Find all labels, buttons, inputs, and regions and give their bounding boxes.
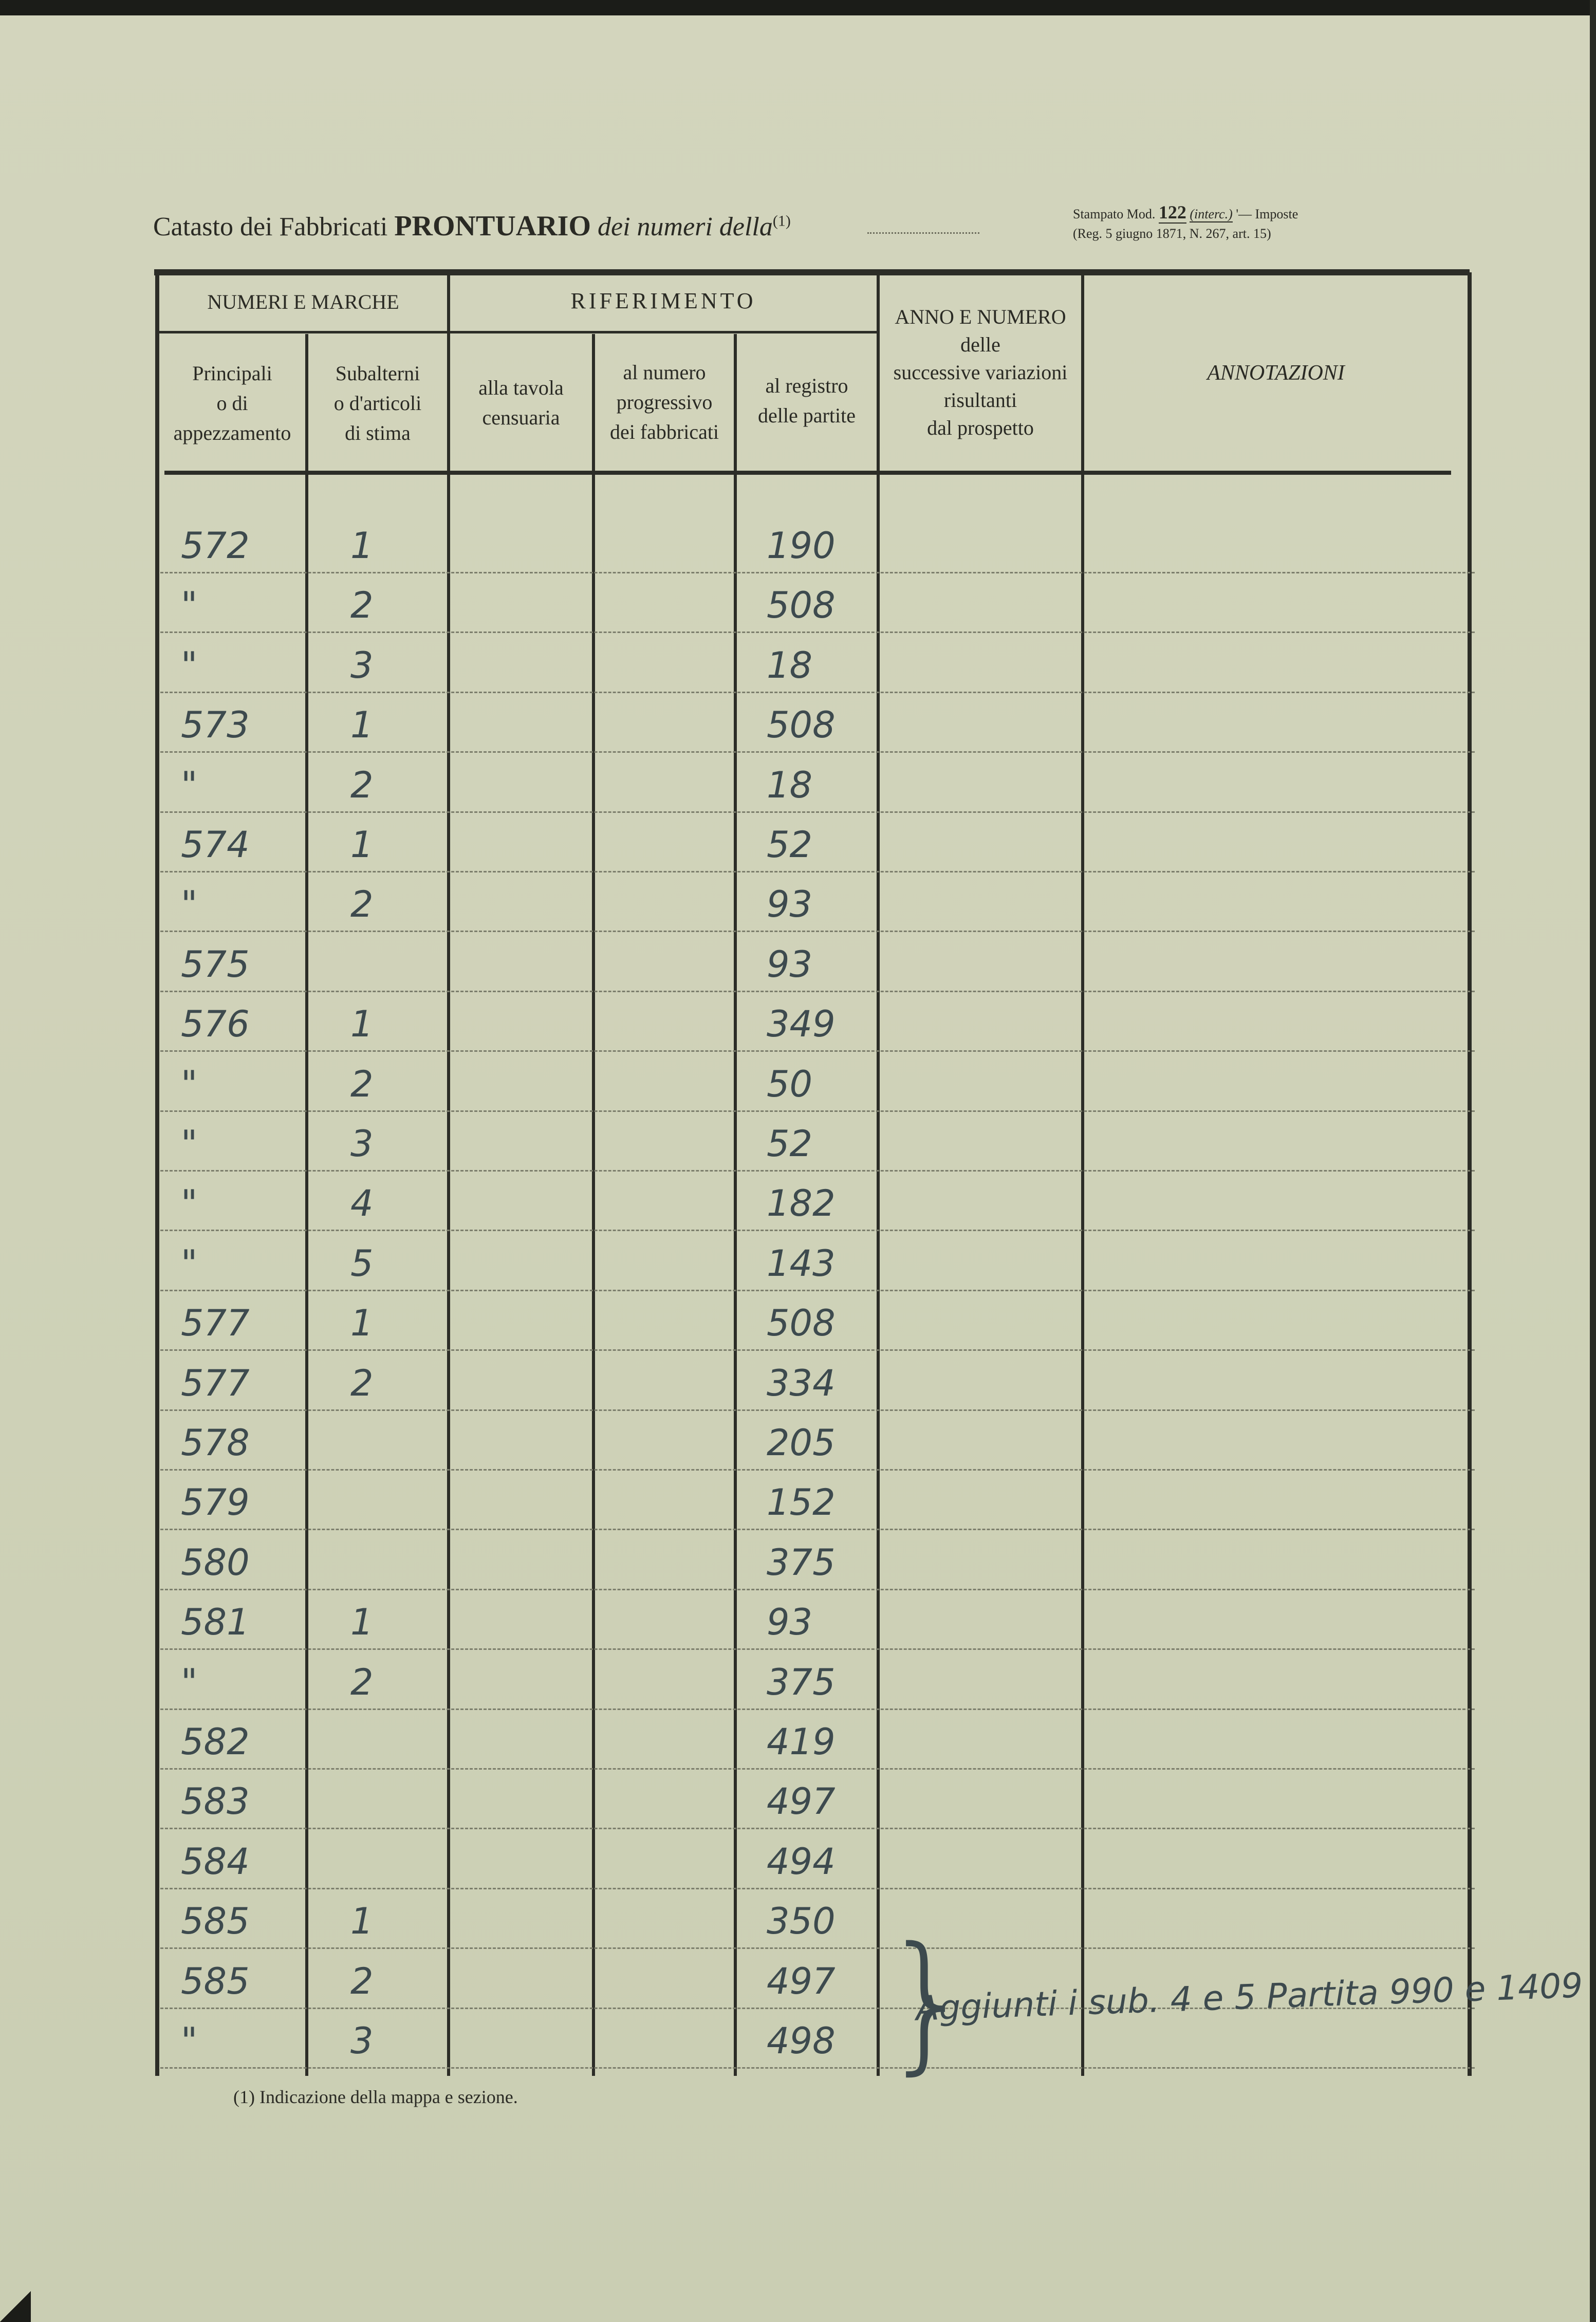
subalterno-cell: 1 — [350, 1302, 374, 1345]
partite-cell: 508 — [767, 704, 836, 747]
principal-cell: 577 — [181, 1362, 250, 1404]
subalterno-cell: 2 — [350, 1063, 374, 1105]
principal-cell: 573 — [181, 704, 250, 747]
partite-cell: 152 — [767, 1481, 836, 1524]
principal-cell: 574 — [181, 824, 250, 866]
header-line: Principali — [192, 362, 272, 385]
subalterno-cell: 1 — [350, 1900, 374, 1943]
principal-cell: 580 — [181, 1541, 250, 1584]
header-line: al registro — [765, 374, 848, 397]
principal-cell: " — [181, 1123, 198, 1165]
header-line: o d'articoli — [333, 392, 422, 415]
table-row — [160, 872, 1475, 932]
table-row — [160, 1770, 1475, 1829]
model-label: Stampato Mod. — [1073, 207, 1156, 221]
partite-cell: 52 — [767, 824, 813, 866]
header-anno-numero — [880, 303, 1081, 442]
partite-cell: 349 — [767, 1003, 836, 1046]
group-numeri-marche: NUMERI E MARCHE — [207, 290, 399, 313]
subalterno-cell: 1 — [350, 824, 374, 866]
footnote: (1) Indicazione della mappa e sezione. — [233, 2087, 518, 2107]
principal-cell: " — [181, 1661, 198, 1703]
table-row — [160, 992, 1475, 1052]
subalterno-cell: 2 — [350, 1362, 374, 1404]
title-prefix: Catasto dei Fabbricati — [153, 212, 388, 242]
table-row — [160, 1232, 1475, 1291]
principal-cell: 572 — [181, 525, 250, 567]
table-row — [160, 753, 1475, 813]
header-registro — [737, 371, 877, 431]
row-rule — [160, 2067, 1475, 2069]
principal-cell: 575 — [181, 943, 250, 986]
header-tavola — [450, 373, 592, 433]
table-row — [160, 933, 1475, 992]
group-underline-numeri — [155, 331, 447, 333]
partite-cell: 52 — [767, 1123, 813, 1165]
partite-cell: 143 — [767, 1242, 836, 1285]
model-imposte: '— Imposte — [1236, 207, 1298, 221]
partite-cell: 182 — [767, 1182, 836, 1225]
partite-cell: 375 — [767, 1661, 836, 1703]
annotation-text: Aggiunti i sub. 4 e 5 Partita 990 e 1409 — [915, 1965, 1584, 2029]
table-row — [160, 1351, 1475, 1411]
partite-cell: 497 — [767, 1780, 836, 1823]
header-line: alla tavola — [478, 376, 564, 399]
table-row — [160, 634, 1475, 693]
table-row — [160, 1710, 1475, 1770]
header-line: di stima — [345, 421, 411, 444]
subalterno-cell: 2 — [350, 883, 374, 926]
principal-cell: 584 — [181, 1840, 250, 1883]
principal-cell: 583 — [181, 1780, 250, 1823]
scan-edge-top — [0, 0, 1596, 15]
model-stamp — [1073, 201, 1298, 223]
partite-cell: 50 — [767, 1063, 813, 1105]
principal-cell: 585 — [181, 1900, 250, 1943]
header-line: successive variazioni — [893, 361, 1068, 384]
subalterno-cell: 1 — [350, 1003, 374, 1046]
header-line: censuaria — [482, 406, 560, 429]
principal-cell: 579 — [181, 1481, 250, 1524]
title-bold: PRONTUARIO — [394, 210, 591, 242]
partite-cell: 18 — [767, 644, 813, 686]
principal-cell: 582 — [181, 1721, 250, 1763]
model-number: 122 — [1158, 202, 1186, 222]
header-principali — [159, 359, 305, 448]
scan-corner — [0, 2291, 31, 2322]
partite-cell: 419 — [767, 1721, 836, 1763]
table-row — [160, 1830, 1475, 1889]
partite-cell: 93 — [767, 943, 813, 986]
partite-cell: 508 — [767, 1302, 836, 1345]
partite-cell: 18 — [767, 764, 813, 806]
title-italic: dei numeri della — [598, 212, 773, 242]
subalterno-cell: 4 — [350, 1182, 374, 1225]
principal-cell: 581 — [181, 1601, 250, 1644]
header-line: delle — [960, 333, 1000, 356]
principal-cell: 577 — [181, 1302, 250, 1345]
header-line: risultanti — [943, 388, 1017, 412]
principal-cell: 578 — [181, 1422, 250, 1464]
table-row — [160, 1291, 1475, 1351]
header-subalterni — [308, 359, 447, 448]
principal-cell: " — [181, 2020, 198, 2062]
annotation-brace: } — [881, 1916, 976, 2089]
table-row — [160, 2009, 1475, 2069]
table-row — [160, 1650, 1475, 1710]
partite-cell: 498 — [767, 2020, 836, 2062]
model-interc: (interc.) — [1190, 207, 1233, 221]
table-row — [160, 1052, 1475, 1112]
principal-cell: " — [181, 1182, 198, 1225]
header-line: al numero — [623, 361, 706, 384]
subalterno-cell: 1 — [350, 704, 374, 747]
header-line: delle partite — [758, 404, 856, 427]
subalterno-cell: 2 — [350, 1661, 374, 1703]
partite-cell: 497 — [767, 1960, 836, 2002]
subalterno-cell: 5 — [350, 1242, 374, 1285]
table-row — [160, 813, 1475, 872]
header-line: o di — [216, 392, 248, 415]
partite-cell: 508 — [767, 584, 836, 627]
table-row — [160, 1172, 1475, 1231]
principal-cell: " — [181, 764, 198, 806]
principal-cell: " — [181, 883, 198, 926]
partite-cell: 93 — [767, 883, 813, 926]
partite-cell: 375 — [767, 1541, 836, 1584]
principal-cell: " — [181, 584, 198, 627]
table-left-border — [155, 272, 159, 2076]
header-line: dei fabbricati — [609, 420, 719, 443]
principal-cell: 576 — [181, 1003, 250, 1046]
document-title — [153, 210, 791, 243]
principal-cell: 585 — [181, 1960, 250, 2002]
group-riferimento: RIFERIMENTO — [570, 288, 756, 313]
table-row — [160, 1411, 1475, 1471]
table-row — [160, 1590, 1475, 1650]
subalterno-cell: 1 — [350, 1601, 374, 1644]
scan-edge-right — [1590, 0, 1596, 2322]
table-row — [160, 1889, 1475, 1949]
subalterno-cell: 1 — [350, 525, 374, 567]
title-footnote-mark: (1) — [772, 212, 791, 230]
partite-cell: 494 — [767, 1840, 836, 1883]
group-underline-riferimento — [450, 331, 877, 333]
header-bottom-border — [164, 471, 1451, 475]
header-line: Subalterni — [335, 362, 420, 385]
subalterno-cell: 2 — [350, 764, 374, 806]
table-row — [160, 514, 1475, 573]
header-progressivo — [595, 358, 734, 447]
subalterno-cell: 2 — [350, 1960, 374, 2002]
partite-cell: 93 — [767, 1601, 813, 1644]
table-row — [160, 1112, 1475, 1172]
principal-cell: " — [181, 644, 198, 686]
header-line: ANNO E NUMERO — [895, 305, 1066, 328]
principal-cell: " — [181, 1063, 198, 1105]
subalterno-cell: 2 — [350, 584, 374, 627]
subalterno-cell: 3 — [350, 2020, 374, 2062]
subalterno-cell: 3 — [350, 1123, 374, 1165]
header-line: appezzamento — [173, 421, 291, 444]
subalterno-cell: 3 — [350, 644, 374, 686]
table-row — [160, 1531, 1475, 1590]
partite-cell: 205 — [767, 1422, 836, 1464]
table-row — [160, 1471, 1475, 1530]
partite-cell: 350 — [767, 1900, 836, 1943]
header-line: dal prospetto — [927, 416, 1034, 439]
principal-cell: " — [181, 1242, 198, 1285]
model-regulation: (Reg. 5 giugno 1871, N. 267, art. 15) — [1073, 226, 1271, 241]
partite-cell: 190 — [767, 525, 836, 567]
title-fill-line — [867, 232, 979, 234]
header-line: progressivo — [616, 391, 713, 414]
table-row — [160, 693, 1475, 753]
partite-cell: 334 — [767, 1362, 836, 1404]
table-row — [160, 573, 1475, 633]
table-top-border — [154, 269, 1470, 275]
header-annotazioni: ANNOTAZIONI — [1207, 361, 1345, 385]
